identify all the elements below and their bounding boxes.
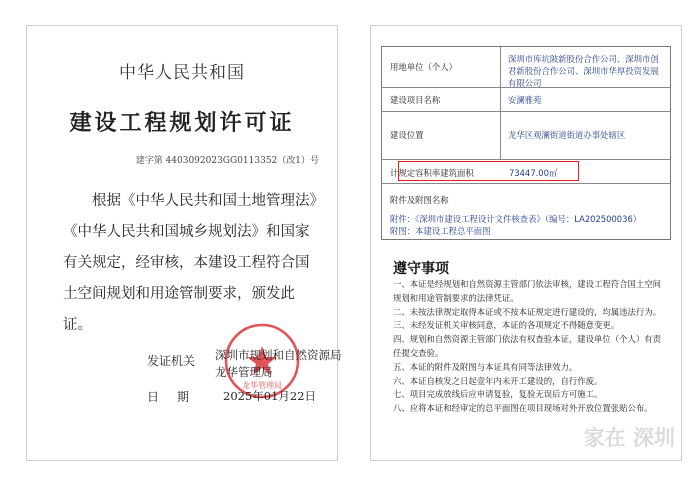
notice-item: 四、规划和自然资源主管部门依法有权查验本证，建设单位（个人）有责任提交查验。 [393, 334, 661, 358]
permit-statement: 根据《中华人民共和国土地管理法》《中华人民共和国城乡规划法》和国家有关规定，经审核，本建设工程符合国土空间规划和用途管制要求，颁发此证。 [63, 193, 317, 333]
notice-item: 三、未经发证机关审核同意，本证的各项规定不得随意变更。 [393, 320, 620, 331]
table-row-project-name [382, 87, 670, 112]
country-name: 中华人民共和国 [119, 63, 245, 83]
notice-item: 六、本证自核发之日起壹年内未开工建设的，自行作废。 [393, 375, 603, 386]
svg-text:龙华管理局: 龙华管理局 [242, 381, 282, 390]
issuer-name: 深圳市规划和自然资源局龙华管理局 [215, 348, 342, 379]
table-row-land-user [382, 47, 670, 88]
location-value: 龙华区观澜街道街道办事处辖区 [508, 130, 626, 140]
table-row-location [382, 111, 670, 160]
notice-heading: 遵守事项 [393, 261, 449, 277]
issuer-label: 发证机关 [147, 354, 196, 368]
permit-title: 建设工程规划许可证 [69, 110, 295, 136]
permit-left-page [26, 25, 342, 461]
notice-item: 八、应将本证和经审定的总平面图在项目现场对外开放位置张贴公布。 [393, 403, 653, 414]
project-name-value: 安澜雅苑 [508, 95, 542, 105]
attachment-item: 附件：《深圳市建设工程设计文件核查表》（编号：LA202500036） [390, 214, 642, 224]
date-label: 日期 [147, 390, 208, 404]
attachments-label: 附件及附图名称 [390, 195, 449, 205]
land-user-label: 用地单位（个人） [390, 62, 457, 72]
floor-area-value: 73447.00㎡ [509, 168, 558, 178]
notice-item: 七、项目完成放线后应申请复验，复验无误后方可施工。 [393, 389, 603, 400]
permit-details-table [381, 46, 671, 240]
location-label: 建设位置 [390, 130, 424, 140]
permit-right-page [370, 25, 682, 461]
floor-area-highlight-box [398, 161, 579, 181]
floor-area-label: 计规定容积率建筑面积 [390, 168, 474, 178]
issue-date: 2025年01月22日 [223, 389, 317, 403]
permit-serial-number: 建字第 4403092023GG0113352（改1）号 [135, 156, 319, 166]
attachments-list [390, 213, 641, 237]
notice-item: 一、本证是经规划和自然资源主管部门依法审核，建设工程符合国土空间规划和用途管制要求的法律凭证。 [393, 279, 661, 303]
attachment-item: 附图：本建设工程总平面图 [390, 226, 491, 236]
notice-list [393, 278, 667, 416]
site-watermark: 家在 深圳 [583, 426, 675, 450]
project-name-label: 建设项目名称 [390, 95, 441, 105]
land-user-value: 深圳市库坑陂新股份合作公司、深圳市创君新股份合作公司、深圳市华厚投资发展有限公司 [508, 54, 659, 88]
notice-item: 二、未按法律规定取得本证或不按本证规定进行建设的，均属违法行为。 [393, 306, 661, 317]
notice-item: 五、本证的附件及附图与本证具有同等法律效力。 [393, 361, 578, 372]
